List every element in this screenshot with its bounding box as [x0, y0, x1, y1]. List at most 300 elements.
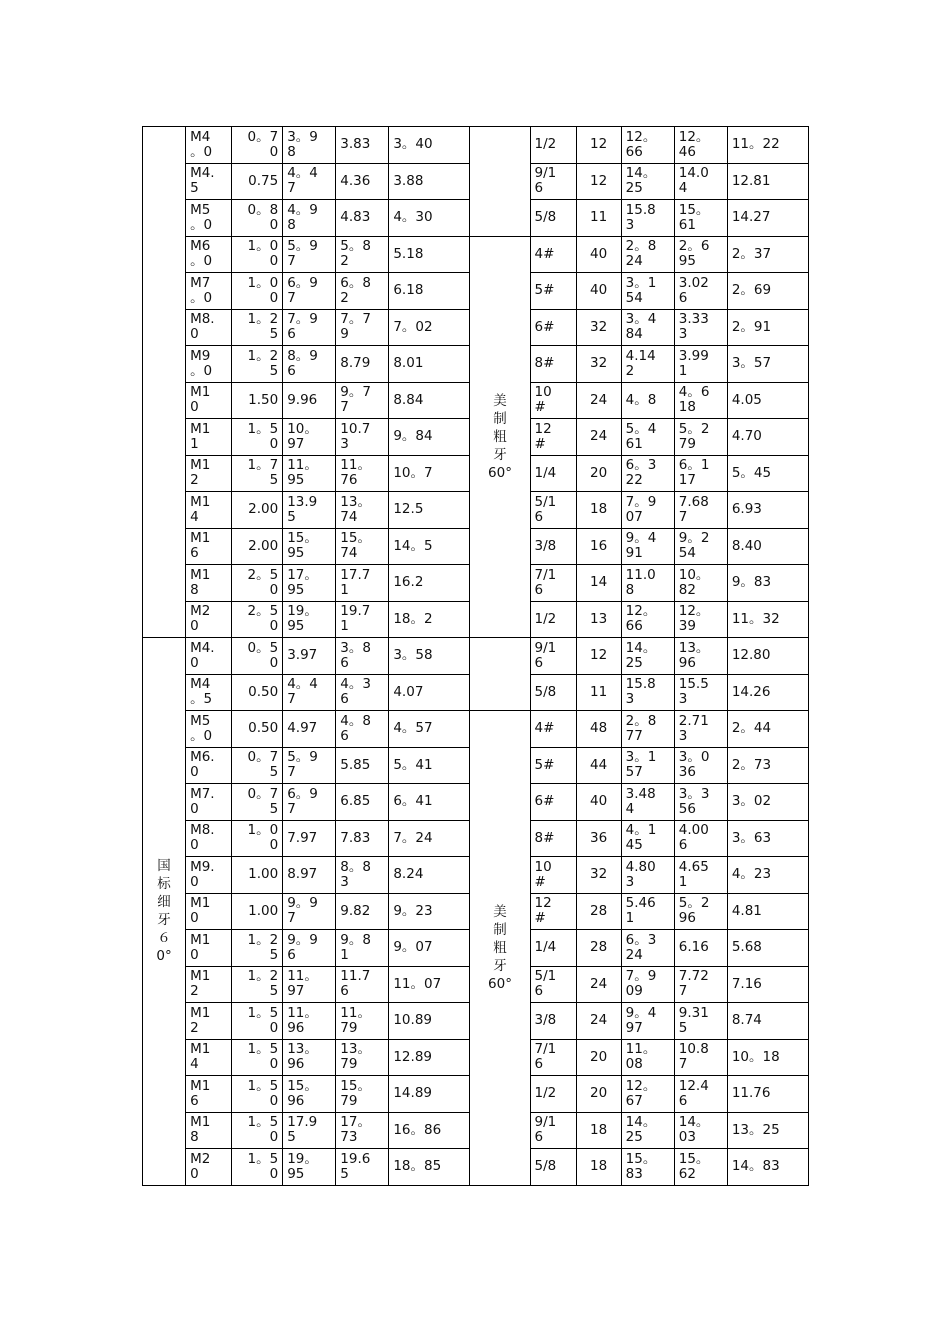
us-tpi: 14 [576, 565, 621, 602]
metric-minor-dia: 6.18 [389, 273, 470, 310]
us-pitch-dia: 6.16 [674, 930, 727, 967]
metric-pitch: 2。5 0 [232, 565, 283, 602]
metric-minor-dia: 12.89 [389, 1039, 470, 1076]
metric-size: M9 。0 [186, 346, 232, 383]
metric-major-dia: 7.97 [283, 820, 336, 857]
us-tpi: 11 [576, 674, 621, 711]
us-size: 5/8 [530, 1149, 576, 1186]
metric-size: M8. 0 [186, 309, 232, 346]
us-minor-dia: 5。45 [727, 455, 808, 492]
table-row [143, 638, 809, 675]
us-size: 8# [530, 820, 576, 857]
us-pitch-dia: 12。 46 [674, 127, 727, 164]
metric-pitch: 2.00 [232, 492, 283, 529]
metric-minor-dia: 4。30 [389, 200, 470, 237]
metric-category-label-line: 细 [157, 894, 171, 911]
us-pitch-dia: 14.0 4 [674, 163, 727, 200]
metric-minor-dia: 5.18 [389, 236, 470, 273]
us-size: 3/8 [530, 528, 576, 565]
metric-pitch-dia: 17。 73 [336, 1112, 389, 1149]
metric-pitch: 0。7 5 [232, 784, 283, 821]
metric-pitch: 1。2 5 [232, 930, 283, 967]
us-pitch-dia: 2.71 3 [674, 711, 727, 748]
metric-minor-dia: 18。85 [389, 1149, 470, 1186]
metric-major-dia: 13。 96 [283, 1039, 336, 1076]
us-minor-dia: 2。91 [727, 309, 808, 346]
us-major-dia: 15.8 3 [621, 674, 674, 711]
us-tpi: 28 [576, 930, 621, 967]
us-size: 4# [530, 711, 576, 748]
metric-category-label-line: 国 [157, 858, 171, 875]
us-minor-dia: 2。69 [727, 273, 808, 310]
metric-pitch-dia: 8.79 [336, 346, 389, 383]
us-minor-dia: 4.05 [727, 382, 808, 419]
metric-major-dia: 5。9 7 [283, 236, 336, 273]
us-size: 10 # [530, 382, 576, 419]
metric-pitch: 1。0 0 [232, 236, 283, 273]
us-tpi: 18 [576, 492, 621, 529]
metric-minor-dia: 14。5 [389, 528, 470, 565]
us-size: 1/4 [530, 930, 576, 967]
metric-size: M1 6 [186, 1076, 232, 1113]
us-pitch-dia: 4。6 18 [674, 382, 727, 419]
us-major-dia: 6。3 22 [621, 455, 674, 492]
metric-minor-dia: 8.84 [389, 382, 470, 419]
us-pitch-dia: 15.5 3 [674, 674, 727, 711]
metric-major-dia: 9.96 [283, 382, 336, 419]
us-size: 1/2 [530, 601, 576, 638]
us-category-label-line: 美 [493, 392, 507, 409]
metric-pitch-dia: 4。8 6 [336, 711, 389, 748]
us-minor-dia: 2。73 [727, 747, 808, 784]
metric-size: M7 。0 [186, 273, 232, 310]
us-major-dia: 3。1 57 [621, 747, 674, 784]
metric-size: M4 。0 [186, 127, 232, 164]
metric-major-dia: 8。9 6 [283, 346, 336, 383]
us-tpi: 18 [576, 1149, 621, 1186]
metric-size: M1 4 [186, 1039, 232, 1076]
us-size: 5/1 6 [530, 966, 576, 1003]
us-pitch-dia: 3.99 1 [674, 346, 727, 383]
metric-pitch-dia: 4.83 [336, 200, 389, 237]
metric-pitch-dia: 6.85 [336, 784, 389, 821]
metric-pitch: 1。2 5 [232, 346, 283, 383]
metric-major-dia: 11。 95 [283, 455, 336, 492]
us-size: 12 # [530, 419, 576, 456]
metric-pitch-dia: 15。 74 [336, 528, 389, 565]
metric-minor-dia: 10。7 [389, 455, 470, 492]
us-tpi: 18 [576, 1112, 621, 1149]
us-tpi: 20 [576, 1039, 621, 1076]
us-major-dia: 7。9 07 [621, 492, 674, 529]
metric-category-label-line: 牙 [157, 912, 171, 929]
metric-pitch: 2。5 0 [232, 601, 283, 638]
us-pitch-dia: 9。2 54 [674, 528, 727, 565]
metric-size: M4. 5 [186, 163, 232, 200]
us-pitch-dia: 4.00 6 [674, 820, 727, 857]
us-size: 5/8 [530, 200, 576, 237]
us-major-dia: 4.80 3 [621, 857, 674, 894]
metric-major-dia: 6。9 7 [283, 273, 336, 310]
us-tpi: 24 [576, 419, 621, 456]
us-size: 9/1 6 [530, 163, 576, 200]
us-pitch-dia: 5。2 96 [674, 893, 727, 930]
us-pitch-dia: 4.65 1 [674, 857, 727, 894]
us-minor-dia: 8.74 [727, 1003, 808, 1040]
metric-pitch-dia: 11。 76 [336, 455, 389, 492]
us-tpi: 44 [576, 747, 621, 784]
metric-size: M9. 0 [186, 857, 232, 894]
us-major-dia: 4。8 [621, 382, 674, 419]
us-pitch-dia: 3。0 36 [674, 747, 727, 784]
us-category-label-line: 60° [488, 975, 512, 992]
metric-size: M2 0 [186, 601, 232, 638]
us-major-dia: 15。 83 [621, 1149, 674, 1186]
metric-major-dia: 4。4 7 [283, 674, 336, 711]
us-pitch-dia: 10。 82 [674, 565, 727, 602]
us-size: 1/4 [530, 455, 576, 492]
metric-minor-dia: 10.89 [389, 1003, 470, 1040]
metric-pitch: 1。5 0 [232, 1039, 283, 1076]
metric-major-dia: 4。4 7 [283, 163, 336, 200]
us-tpi: 20 [576, 1076, 621, 1113]
us-size: 1/2 [530, 1076, 576, 1113]
metric-category-0 [143, 127, 186, 638]
us-major-dia: 9。4 91 [621, 528, 674, 565]
metric-pitch: 1.00 [232, 857, 283, 894]
metric-pitch: 1。5 0 [232, 1149, 283, 1186]
metric-size: M6 。0 [186, 236, 232, 273]
metric-minor-dia: 8.24 [389, 857, 470, 894]
us-major-dia: 3。1 54 [621, 273, 674, 310]
us-major-dia: 2。8 77 [621, 711, 674, 748]
us-tpi: 32 [576, 857, 621, 894]
metric-pitch-dia: 9。7 7 [336, 382, 389, 419]
us-major-dia: 12。 66 [621, 601, 674, 638]
metric-size: M1 8 [186, 1112, 232, 1149]
us-major-dia: 6。3 24 [621, 930, 674, 967]
us-pitch-dia: 3。3 56 [674, 784, 727, 821]
us-minor-dia: 2。37 [727, 236, 808, 273]
metric-pitch: 1。2 5 [232, 966, 283, 1003]
us-category-label-line: 牙 [493, 957, 507, 974]
metric-minor-dia: 3。40 [389, 127, 470, 164]
us-major-dia: 4.14 2 [621, 346, 674, 383]
us-minor-dia: 6.93 [727, 492, 808, 529]
us-category-label-line: 粗 [493, 939, 507, 956]
metric-pitch-dia: 15。 79 [336, 1076, 389, 1113]
metric-pitch-dia: 19.6 5 [336, 1149, 389, 1186]
metric-size: M1 1 [186, 419, 232, 456]
metric-major-dia: 17.9 5 [283, 1112, 336, 1149]
metric-minor-dia: 7。02 [389, 309, 470, 346]
us-major-dia: 9。4 97 [621, 1003, 674, 1040]
metric-major-dia: 15。 96 [283, 1076, 336, 1113]
metric-major-dia: 9。9 7 [283, 893, 336, 930]
us-tpi: 32 [576, 309, 621, 346]
table-row [143, 711, 809, 748]
metric-pitch-dia: 4.36 [336, 163, 389, 200]
metric-major-dia: 19。 95 [283, 1149, 336, 1186]
us-tpi: 36 [576, 820, 621, 857]
metric-major-dia: 19。 95 [283, 601, 336, 638]
us-pitch-dia: 5。2 79 [674, 419, 727, 456]
us-pitch-dia: 6。1 17 [674, 455, 727, 492]
metric-pitch: 1。5 0 [232, 1112, 283, 1149]
metric-size: M1 6 [186, 528, 232, 565]
metric-pitch: 2.00 [232, 528, 283, 565]
us-category-label-line: 粗 [493, 428, 507, 445]
metric-pitch: 0。7 0 [232, 127, 283, 164]
metric-pitch: 1.50 [232, 382, 283, 419]
us-major-dia: 12。 67 [621, 1076, 674, 1113]
us-major-dia: 11.0 8 [621, 565, 674, 602]
us-minor-dia: 14.26 [727, 674, 808, 711]
us-minor-dia: 4。23 [727, 857, 808, 894]
metric-pitch-dia: 5。8 2 [336, 236, 389, 273]
us-tpi: 24 [576, 1003, 621, 1040]
us-category-label-line: 美 [493, 903, 507, 920]
us-size: 4# [530, 236, 576, 273]
table-row [143, 236, 809, 273]
us-pitch-dia: 10.8 7 [674, 1039, 727, 1076]
metric-pitch-dia: 7。7 9 [336, 309, 389, 346]
us-minor-dia: 5.68 [727, 930, 808, 967]
metric-pitch: 1。5 0 [232, 1076, 283, 1113]
metric-minor-dia: 5。41 [389, 747, 470, 784]
us-major-dia: 3.48 4 [621, 784, 674, 821]
us-minor-dia: 14.27 [727, 200, 808, 237]
us-minor-dia: 12.80 [727, 638, 808, 675]
metric-pitch-dia: 10.7 3 [336, 419, 389, 456]
us-minor-dia: 2。44 [727, 711, 808, 748]
us-tpi: 12 [576, 163, 621, 200]
us-pitch-dia: 7.68 7 [674, 492, 727, 529]
metric-minor-dia: 9。07 [389, 930, 470, 967]
metric-size: M5 。0 [186, 711, 232, 748]
us-tpi: 13 [576, 601, 621, 638]
us-pitch-dia: 14。 03 [674, 1112, 727, 1149]
metric-pitch: 1.00 [232, 893, 283, 930]
us-minor-dia: 3。63 [727, 820, 808, 857]
us-category-label-line: 制 [493, 921, 507, 938]
metric-minor-dia: 16.2 [389, 565, 470, 602]
us-pitch-dia: 13。 96 [674, 638, 727, 675]
us-pitch-dia: 15。 61 [674, 200, 727, 237]
us-tpi: 48 [576, 711, 621, 748]
us-pitch-dia: 2。6 95 [674, 236, 727, 273]
us-major-dia: 3。4 84 [621, 309, 674, 346]
us-tpi: 40 [576, 236, 621, 273]
us-major-dia: 5。4 61 [621, 419, 674, 456]
metric-category-1 [143, 638, 186, 1186]
us-category-3 [470, 711, 530, 1186]
metric-size: M1 2 [186, 1003, 232, 1040]
us-tpi: 40 [576, 273, 621, 310]
us-minor-dia: 12.81 [727, 163, 808, 200]
metric-major-dia: 11。 97 [283, 966, 336, 1003]
us-minor-dia: 8.40 [727, 528, 808, 565]
metric-major-dia: 4.97 [283, 711, 336, 748]
us-size: 1/2 [530, 127, 576, 164]
metric-category-label-line: 标 [157, 876, 171, 893]
metric-major-dia: 17。 95 [283, 565, 336, 602]
us-category-label-line: 60° [488, 464, 512, 481]
metric-pitch-dia: 17.7 1 [336, 565, 389, 602]
us-category-label-line: 制 [493, 410, 507, 427]
metric-size: M1 0 [186, 930, 232, 967]
metric-major-dia: 13.9 5 [283, 492, 336, 529]
us-pitch-dia: 3.33 3 [674, 309, 727, 346]
us-tpi: 11 [576, 200, 621, 237]
metric-pitch-dia: 11。 79 [336, 1003, 389, 1040]
us-pitch-dia: 12。 39 [674, 601, 727, 638]
metric-pitch: 1。7 5 [232, 455, 283, 492]
metric-category-label-line: 0° [156, 948, 172, 965]
us-minor-dia: 10。18 [727, 1039, 808, 1076]
us-pitch-dia: 9.31 5 [674, 1003, 727, 1040]
metric-size: M1 2 [186, 455, 232, 492]
metric-pitch-dia: 8。8 3 [336, 857, 389, 894]
metric-pitch-dia: 5.85 [336, 747, 389, 784]
metric-major-dia: 8.97 [283, 857, 336, 894]
metric-major-dia: 11。 96 [283, 1003, 336, 1040]
us-tpi: 20 [576, 455, 621, 492]
metric-minor-dia: 9。23 [389, 893, 470, 930]
us-major-dia: 14。 25 [621, 638, 674, 675]
metric-major-dia: 10。 97 [283, 419, 336, 456]
us-minor-dia: 3。57 [727, 346, 808, 383]
us-minor-dia: 3。02 [727, 784, 808, 821]
us-size: 9/1 6 [530, 638, 576, 675]
metric-pitch: 0.50 [232, 674, 283, 711]
metric-pitch-dia: 11.7 6 [336, 966, 389, 1003]
us-major-dia: 7。9 09 [621, 966, 674, 1003]
metric-minor-dia: 3。58 [389, 638, 470, 675]
us-major-dia: 12。 66 [621, 127, 674, 164]
metric-pitch-dia: 9。8 1 [336, 930, 389, 967]
metric-major-dia: 3。9 8 [283, 127, 336, 164]
us-major-dia: 11。 08 [621, 1039, 674, 1076]
metric-minor-dia: 4。57 [389, 711, 470, 748]
us-major-dia: 15.8 3 [621, 200, 674, 237]
thread-spec-table [142, 126, 809, 1186]
metric-minor-dia: 18。2 [389, 601, 470, 638]
metric-pitch-dia: 3.83 [336, 127, 389, 164]
us-tpi: 24 [576, 382, 621, 419]
us-size: 5# [530, 273, 576, 310]
metric-size: M4 。5 [186, 674, 232, 711]
metric-pitch-dia: 6。8 2 [336, 273, 389, 310]
us-category-1 [470, 236, 530, 638]
metric-minor-dia: 3.88 [389, 163, 470, 200]
us-pitch-dia: 12.4 6 [674, 1076, 727, 1113]
metric-size: M5 。0 [186, 200, 232, 237]
metric-category-label-line: ６ [157, 930, 171, 947]
us-pitch-dia: 3.02 6 [674, 273, 727, 310]
metric-size: M6. 0 [186, 747, 232, 784]
metric-major-dia: 7。9 6 [283, 309, 336, 346]
us-major-dia: 2。8 24 [621, 236, 674, 273]
metric-pitch: 1。0 0 [232, 273, 283, 310]
us-size: 9/1 6 [530, 1112, 576, 1149]
us-tpi: 28 [576, 893, 621, 930]
us-minor-dia: 4.81 [727, 893, 808, 930]
metric-size: M1 2 [186, 966, 232, 1003]
us-minor-dia: 7.16 [727, 966, 808, 1003]
us-tpi: 40 [576, 784, 621, 821]
metric-size: M4. 0 [186, 638, 232, 675]
metric-major-dia: 15。 95 [283, 528, 336, 565]
us-minor-dia: 13。25 [727, 1112, 808, 1149]
metric-pitch-dia: 13。 79 [336, 1039, 389, 1076]
us-size: 7/1 6 [530, 1039, 576, 1076]
us-size: 5/8 [530, 674, 576, 711]
metric-size: M1 8 [186, 565, 232, 602]
us-major-dia: 5.46 1 [621, 893, 674, 930]
us-minor-dia: 4.70 [727, 419, 808, 456]
us-size: 8# [530, 346, 576, 383]
metric-pitch-dia: 4。3 6 [336, 674, 389, 711]
us-tpi: 12 [576, 127, 621, 164]
metric-pitch-dia: 13。 74 [336, 492, 389, 529]
us-minor-dia: 9。83 [727, 565, 808, 602]
metric-size: M1 0 [186, 382, 232, 419]
metric-major-dia: 9。9 6 [283, 930, 336, 967]
metric-size: M2 0 [186, 1149, 232, 1186]
us-size: 12 # [530, 893, 576, 930]
metric-pitch: 0。8 0 [232, 200, 283, 237]
us-size: 5/1 6 [530, 492, 576, 529]
metric-pitch-dia: 9.82 [336, 893, 389, 930]
metric-size: M7. 0 [186, 784, 232, 821]
metric-minor-dia: 14.89 [389, 1076, 470, 1113]
us-size: 6# [530, 309, 576, 346]
metric-pitch: 0。5 0 [232, 638, 283, 675]
metric-pitch-dia: 3。8 6 [336, 638, 389, 675]
us-tpi: 24 [576, 966, 621, 1003]
us-tpi: 12 [576, 638, 621, 675]
metric-pitch: 0.75 [232, 163, 283, 200]
us-minor-dia: 14。83 [727, 1149, 808, 1186]
metric-size: M8. 0 [186, 820, 232, 857]
metric-minor-dia: 8.01 [389, 346, 470, 383]
metric-minor-dia: 12.5 [389, 492, 470, 529]
metric-pitch: 1。0 0 [232, 820, 283, 857]
us-major-dia: 14。 25 [621, 163, 674, 200]
us-category-label-line: 牙 [493, 446, 507, 463]
us-pitch-dia: 7.72 7 [674, 966, 727, 1003]
us-minor-dia: 11.76 [727, 1076, 808, 1113]
us-minor-dia: 11。32 [727, 601, 808, 638]
us-major-dia: 14。 25 [621, 1112, 674, 1149]
metric-pitch-dia: 7.83 [336, 820, 389, 857]
us-minor-dia: 11。22 [727, 127, 808, 164]
table-row [143, 127, 809, 164]
us-size: 7/1 6 [530, 565, 576, 602]
us-major-dia: 4。1 45 [621, 820, 674, 857]
us-pitch-dia: 15。 62 [674, 1149, 727, 1186]
metric-major-dia: 3.97 [283, 638, 336, 675]
metric-size: M1 4 [186, 492, 232, 529]
us-category-2 [470, 638, 530, 711]
metric-size: M1 0 [186, 893, 232, 930]
us-tpi: 16 [576, 528, 621, 565]
metric-major-dia: 5。9 7 [283, 747, 336, 784]
us-size: 3/8 [530, 1003, 576, 1040]
metric-minor-dia: 9。84 [389, 419, 470, 456]
metric-major-dia: 6。9 7 [283, 784, 336, 821]
